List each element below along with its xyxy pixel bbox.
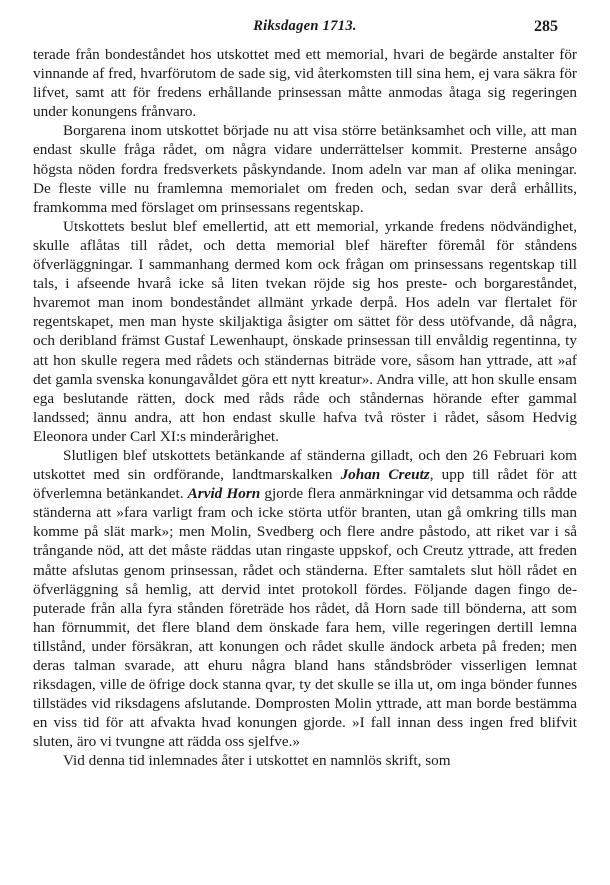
paragraph: [33, 45, 577, 121]
paragraph-text: Borgarena inom utskottet började nu att visa större betänksamhet och ville, att man endast skulle fråga rådet, om några vidare underrättelser kommit. Presterne ansågo högsta nöden fordra fredsverkets påskyndande. Inom adeln var man af olika meningar. De fleste ville nu framlemna memorialet om freden och, sedan svar derå erhållits, framkomma med förslaget om prinsessans regentskap.: [33, 122, 577, 216]
running-title: Riksdagen 1713.: [253, 18, 357, 34]
body-text: [33, 45, 577, 771]
paragraph: [33, 751, 577, 770]
page-number: 285: [534, 18, 558, 35]
paragraph-text: , upp till rådet för att öfverlemna betänkandet.: [33, 466, 577, 503]
paragraph-text: terade från bondeståndet hos utskottet med ett memorial, hvari de begärde anstalter för vinnande af fred, hvarförutom de sade sig, vid återkomsten till sina hem, ej vara säkra för lifvet, samt att för fredens erhållande prinsessan måtte anmodas åtaga sig regeringen under konungens frånvaro.: [33, 46, 577, 121]
paragraph: [33, 121, 577, 216]
page-header: [0, 18, 610, 40]
person-name: Arvid Horn: [187, 485, 261, 503]
paragraph-text: Utskottets beslut blef emellertid, att ett memorial, yrkande fredens nödvändighet, skulle aflåtas till rådet, och detta memorial blef härefter föremål för ståndens öfverläggningar. I sammanhang dermed kom ock frågan om prinsessans regentskap till tals, i afseende hvarå icke så liten tvekan röjde sig hos preste- och borgareståndet, hvaremot man inom bondeståndet allmänt yrkade derpå. Hos adeln var flertalet för regentskapet, men man hyste skiljaktiga åsigter om sättet för dess utöfvande, då några, och deribland främst Gustaf Lewenhaupt, önskade prinsessan till envåldig regentinna, ty att hon skulle regera med rådets och ständernas biträde vore, såsom han yttrade, att »af det gamla svenska konungavåldet göra ett nytt kreatur». Andra ville, att hon skulle ensam ega beslutande rätten, dock med råds råde och ståndernas hörande efter gammal landssed; ännu andra, att hon endast skulle hafva två röster i rådet, såsom Hedvig Eleonora under Carl XI:s minderårighet.: [33, 217, 577, 445]
person-name: Johan Creutz: [340, 466, 430, 484]
paragraph-text: Slutligen blef utskottets betänkande af ständerna gilladt, och den 26 Februari kom utskottet med sin ordförande, landtmarskalken: [33, 446, 577, 484]
paragraph-text: gjorde flera anmärkningar vid detsamma och rådde ständerna att »fara varligt fram och icke störta utför branten, utan gå omkring tills man komme på slät mark»; men Molin, Svedberg och flere andre påstodo, att riket var i så trångande nöd, att det måste räddas utan ringaste uppskof, och Creutz yttrade, att freden måtte afslutas genom prinsessan, rådet och ständerna. Efter samtalets slut höll rådet en öfverläggning så hemlig, att dervid intet protokoll fördes. Följande dagen fingo deputerade från alla fyra stånden företräde hos rådet, då Horn sade till bönderna, att som han förnummit, det flere bland dem önskade fara hem, ville regeringen dertill lemna tillstånd, under försäkran, att konungen och rådet skulle ändock arbeta på freden; men deras talman svarade, att ehuru några bland hans ståndsbröder visserligen lemnat riksdagen, ville de öfrige dock stanna qvar, ty det skulle se illa ut, om inga bönder funnes tillstädes vid riksdagens afslutande. Domprosten Molin yttrade, att man borde bestämma en viss tid för att afvakta hvad konungen gjorde. »I fall innan dess ingen fred blifvit sluten, äro vi tvungne att rädda oss sjelfve.»: [33, 485, 577, 751]
paragraph: [33, 446, 577, 752]
paragraph: [33, 217, 577, 446]
paragraph-text: Vid denna tid inlemnades åter i utskottet en namnlös skrift, som: [63, 752, 451, 770]
